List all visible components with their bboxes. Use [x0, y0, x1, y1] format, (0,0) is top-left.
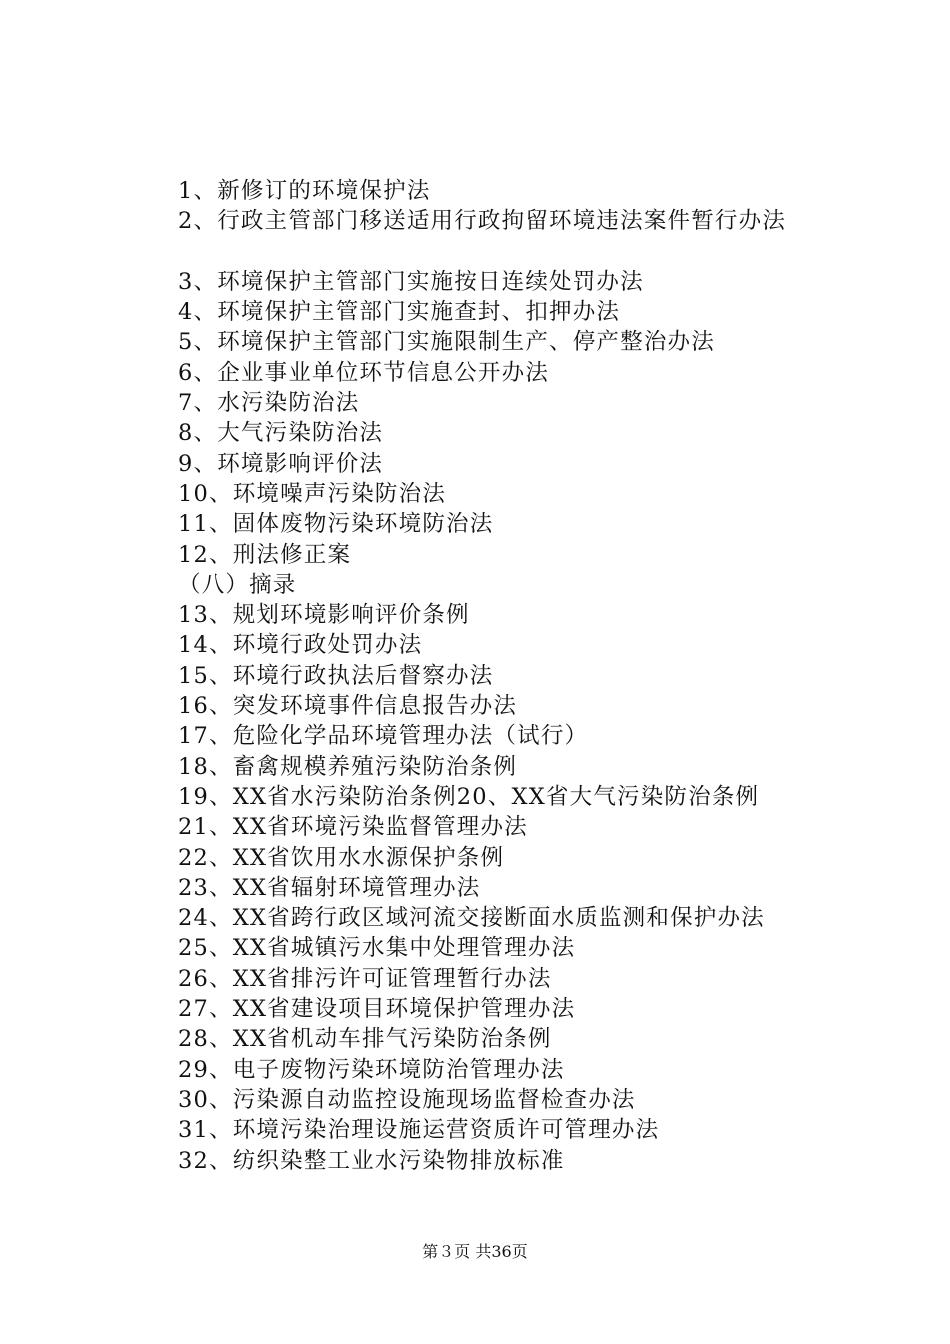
- list-item: 13、规划环境影响评价条例: [178, 602, 470, 629]
- list-item: （八）摘录: [178, 571, 297, 598]
- list-item: 27、XX省建设项目环境保护管理办法: [178, 996, 576, 1023]
- list-item: 10、环境噪声污染防治法: [178, 480, 447, 507]
- list-item: 23、XX省辐射环境管理办法: [178, 874, 481, 901]
- list-item: 22、XX省饮用水水源保护条例: [178, 844, 505, 871]
- list-item: 1、新修订的环境保护法: [178, 178, 431, 204]
- blank-line: [178, 237, 878, 267]
- list-item: 7、水污染防治法: [178, 390, 360, 417]
- list-item: 24、XX省跨行政区域河流交接断面水质监测和保护办法: [178, 905, 765, 932]
- list-item: 32、纺织染整工业水污染物排放标准: [178, 1147, 565, 1174]
- list-item: 11、固体废物污染环境防治法: [178, 511, 494, 538]
- list-item: 18、畜禽规模养殖污染防治条例: [178, 753, 518, 780]
- list-item: 3、环境保护主管部门实施按日连续处罚办法: [178, 268, 644, 295]
- list-item: 4、环境保护主管部门实施查封、扣押办法: [178, 299, 621, 326]
- list-item: 26、XX省排污许可证管理暂行办法: [178, 965, 552, 992]
- list-item: 29、电子废物污染环境防治管理办法: [178, 1056, 565, 1083]
- regulation-list: [178, 176, 878, 1176]
- list-item: 6、企业事业单位环节信息公开办法: [178, 359, 550, 386]
- list-item: 30、污染源自动监控设施现场监督检查办法: [178, 1086, 636, 1113]
- list-item: 12、刑法修正案: [178, 541, 352, 568]
- list-item: 21、XX省环境污染监督管理办法: [178, 814, 528, 841]
- list-item: 5、环境保护主管部门实施限制生产、停产整治办法: [178, 329, 715, 356]
- list-item: 15、环境行政执法后督察办法: [178, 662, 494, 689]
- list-item: 14、环境行政处罚办法: [178, 632, 423, 659]
- list-item: 25、XX省城镇污水集中处理管理办法: [178, 935, 576, 962]
- list-item: 31、环境污染治理设施运营资质许可管理办法: [178, 1117, 660, 1144]
- list-item: 28、XX省机动车排气污染防治条例: [178, 1026, 552, 1053]
- list-item: 8、大气污染防治法: [178, 420, 384, 447]
- list-item: 16、突发环境事件信息报告办法: [178, 693, 518, 720]
- list-item: 9、环境影响评价法: [178, 450, 384, 477]
- list-item: 19、XX省水污染防治条例20、XX省大气污染防治条例: [178, 783, 760, 810]
- list-item: 2、行政主管部门移送适用行政拘留环境违法案件暂行办法: [178, 208, 787, 235]
- page-footer: 第３页 共36页: [422, 1242, 528, 1261]
- list-item: 17、危险化学品环境管理办法（试行）: [178, 723, 589, 750]
